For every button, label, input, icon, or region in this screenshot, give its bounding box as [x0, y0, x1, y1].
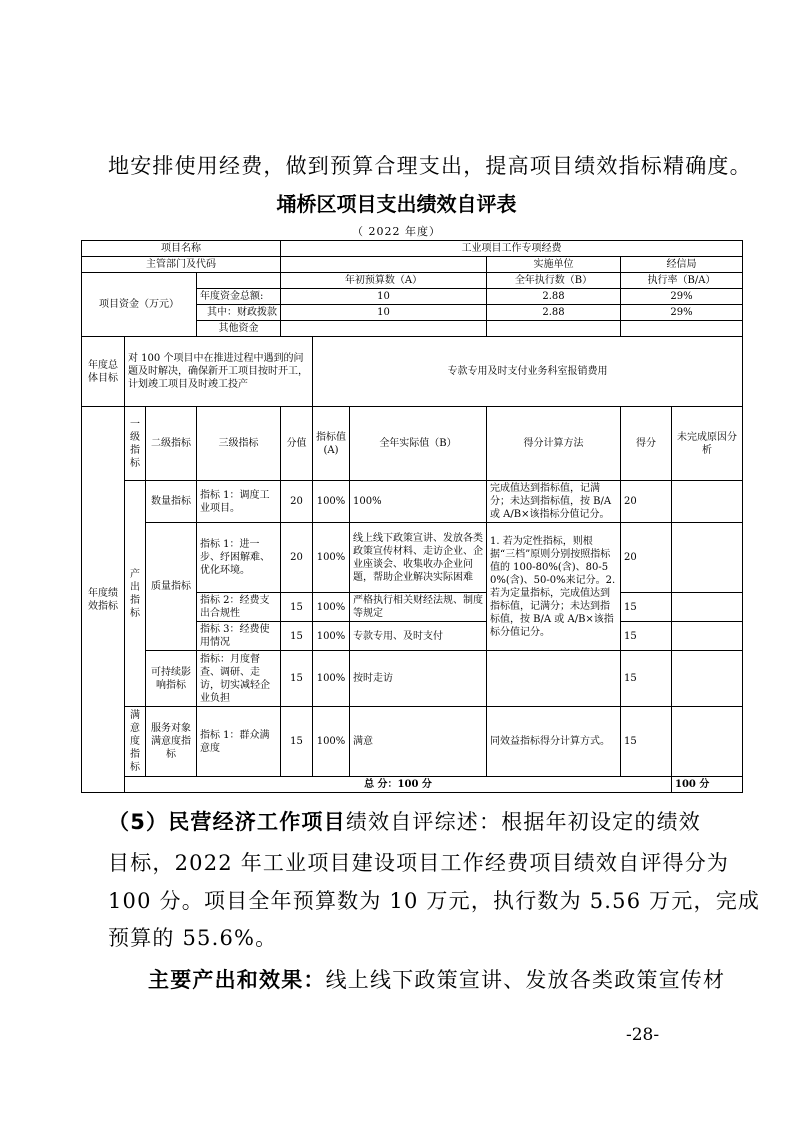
row5-level3: 指标：月度督查、调研、走访，切实减轻企业负担 — [197, 651, 281, 707]
total-rate: 29% — [621, 289, 743, 305]
row5-target: 100% — [313, 651, 350, 707]
fiscal-budget: 10 — [281, 305, 487, 321]
rate-header: 执行率（B/A） — [621, 273, 743, 289]
dept-value — [281, 257, 487, 273]
other-rate-cell — [621, 321, 743, 337]
row3-target: 100% — [313, 593, 350, 622]
output-indicator-label: 产出指标 — [125, 481, 146, 707]
total-exec: 2.88 — [487, 289, 621, 305]
goal-text: 对 100 个项目中在推进过程中遇到的问题及时解决，确保新开工项目按时开工，计划竣工项目及时竣工投产 — [125, 337, 313, 407]
service-satisfaction-label: 服务对象满意度指标 — [146, 707, 197, 777]
header-score: 分值 — [281, 407, 313, 481]
summary-intro: 绩效自评综述：根据年初设定的绩效 — [345, 810, 702, 834]
row3-level3: 指标 2：经费支出合规性 — [197, 593, 281, 622]
row1-level3: 指标 1：调度工业项目。 — [197, 481, 281, 523]
unit-value: 经信局 — [621, 257, 743, 273]
header-target: 指标值(A) — [313, 407, 350, 481]
row6-actual: 满意 — [350, 707, 487, 777]
output-heading: 主要产出和效果： — [148, 968, 326, 992]
row5-score: 15 — [281, 651, 313, 707]
summary-paragraph-line2: 目标，2022 年工业项目建设项目工作经费项目绩效自评得分为 — [108, 851, 730, 875]
other-exec-cell — [487, 321, 621, 337]
row2-actual: 线上线下政策宣讲、发放各类政策宣传材料、走访企业、企业座谈会、收集收办企业问题，帮助企业解决实际困难 — [350, 523, 487, 593]
row6-score: 15 — [281, 707, 313, 777]
quantity-indicator-label: 数量指标 — [146, 481, 197, 523]
project-name-label: 项目名称 — [82, 241, 281, 257]
exec-header: 全年执行数（B） — [487, 273, 621, 289]
row6-reason — [672, 707, 743, 777]
goal-result: 专款专用及时支付业务科室报销费用 — [313, 337, 743, 407]
row3-actual: 严格执行相关财经法规、制度等规定 — [350, 593, 487, 622]
project-name-value: 工业项目工作专项经费 — [281, 241, 743, 257]
row1-actual: 100% — [350, 481, 487, 523]
header-got: 得分 — [621, 407, 672, 481]
row6-level3: 指标 1：群众满意度 — [197, 707, 281, 777]
row1-reason — [672, 481, 743, 523]
row4-actual: 专款专用、及时支付 — [350, 622, 487, 651]
row5-reason — [672, 651, 743, 707]
table-title: 埇桥区项目支出绩效自评表 — [276, 192, 517, 216]
row1-score: 20 — [281, 481, 313, 523]
fiscal-exec: 2.88 — [487, 305, 621, 321]
header-actual: 全年实际值（B） — [350, 407, 487, 481]
row3-got: 15 — [621, 593, 672, 622]
header-method: 得分计算方法 — [487, 407, 621, 481]
total-score-row-label: 总 分：100 分 — [125, 777, 672, 793]
row6-got: 15 — [621, 707, 672, 777]
table-year: （ 2022 年度） — [352, 225, 441, 238]
perf-label: 年度绩效指标 — [82, 407, 125, 793]
row1-target: 100% — [313, 481, 350, 523]
intro-line: 地安排使用经费，做到预算合理支出，提高项目绩效指标精确度。 — [108, 154, 752, 178]
row2-target: 100% — [313, 523, 350, 593]
goal-label: 年度总体目标 — [82, 337, 125, 407]
satisfaction-indicator-label: 满意度指标 — [125, 707, 146, 777]
dept-label: 主管部门及代码 — [82, 257, 281, 273]
summary-paragraph-line3: 100 分。项目全年预算数为 10 万元，执行数为 5.56 万元，完成 — [108, 889, 761, 913]
row6-target: 100% — [313, 707, 350, 777]
row2-level3: 指标 1：进一步、纾困解难、优化环境。 — [197, 523, 281, 593]
sustain-indicator-label: 可持续影响指标 — [146, 651, 197, 707]
total-fund-label: 年度资金总额: — [197, 289, 281, 305]
row6-method: 同效益指标得分计算方式。 — [487, 707, 621, 777]
output-paragraph-line1 — [148, 964, 726, 994]
row4-target: 100% — [313, 622, 350, 651]
project-heading: （5）民营经济工作项目 — [108, 810, 346, 834]
row4-got: 15 — [621, 622, 672, 651]
header-level2: 二级指标 — [146, 407, 197, 481]
row5-got: 15 — [621, 651, 672, 707]
budget-header: 年初预算数（A） — [281, 273, 487, 289]
row2-reason — [672, 523, 743, 593]
row2-method: 1. 若为定性指标，则根据“三档”原则分别按照指标值的 100-80%(含)、80-50%(含)、50-0%来记分。2. 若为定量指标，完成值达到指标值，记满分；未达到指标值，按 B/A 或 A/B×该指标分值记分。 — [487, 523, 621, 651]
row3-reason — [672, 593, 743, 622]
performance-table — [81, 240, 743, 793]
row4-reason — [672, 622, 743, 651]
row2-got: 20 — [621, 523, 672, 593]
header-reason: 未完成原因分析 — [672, 407, 743, 481]
fiscal-label: 其中：财政拨款 — [197, 305, 281, 321]
quality-indicator-label: 质量指标 — [146, 523, 197, 651]
header-level1: 一级指标 — [125, 407, 146, 481]
page-number: -28- — [626, 1025, 660, 1045]
total-score-value: 100 分 — [672, 777, 743, 793]
unit-label: 实施单位 — [487, 257, 621, 273]
other-budget-cell — [281, 321, 487, 337]
row5-method — [487, 651, 621, 707]
fund-blank-cell — [197, 273, 281, 289]
output-text: 线上线下政策宣讲、发放各类政策宣传材 — [325, 968, 726, 992]
row4-score: 15 — [281, 622, 313, 651]
summary-paragraph-line4: 预算的 55.6%。 — [108, 926, 278, 950]
fiscal-rate: 29% — [621, 305, 743, 321]
total-budget: 10 — [281, 289, 487, 305]
other-fund-label: 其他资金 — [197, 321, 281, 337]
row1-got: 20 — [621, 481, 672, 523]
row2-score: 20 — [281, 523, 313, 593]
row5-actual: 按时走访 — [350, 651, 487, 707]
row1-method: 完成值达到指标值，记满分；未达到指标值，按 B/A 或 A/B×该指标分值记分。 — [487, 481, 621, 523]
header-level3: 三级指标 — [197, 407, 281, 481]
fund-label: 项目资金（万元） — [82, 273, 197, 337]
summary-paragraph-line1 — [108, 806, 702, 836]
row4-level3: 指标 3：经费使用情况 — [197, 622, 281, 651]
row3-score: 15 — [281, 593, 313, 622]
